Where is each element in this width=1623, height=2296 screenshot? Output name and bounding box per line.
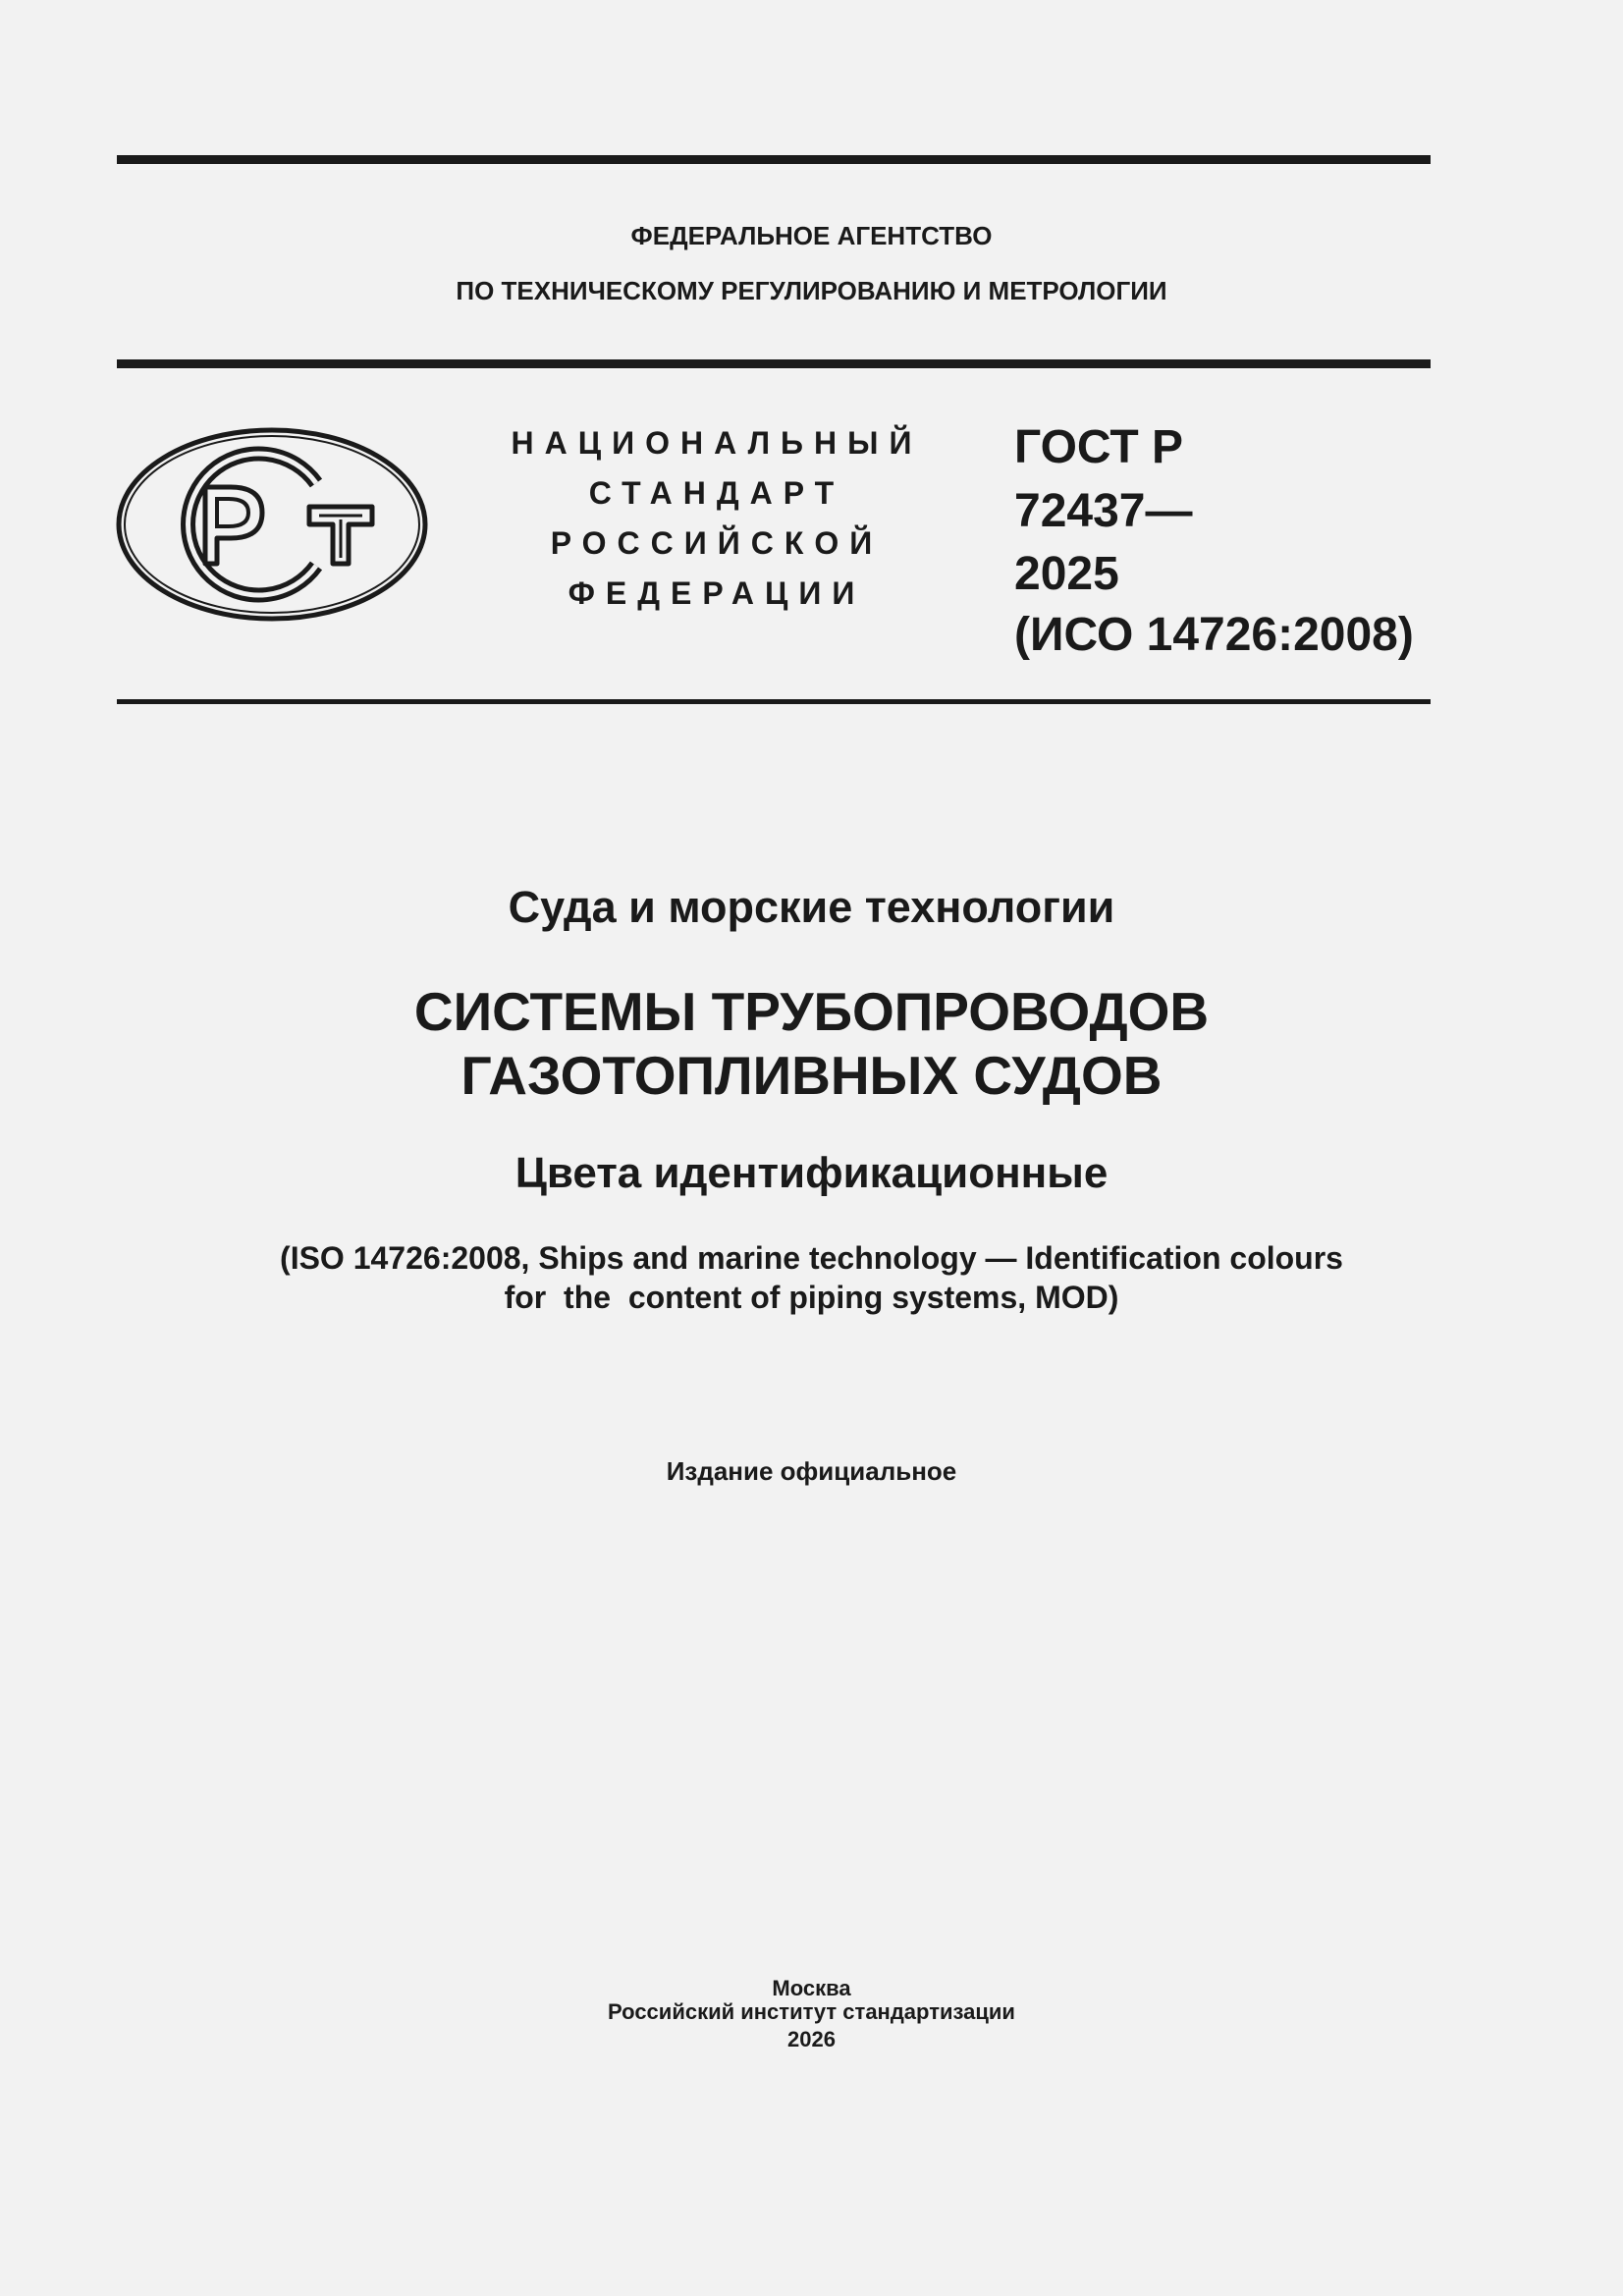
national-standard-line-4: ФЕДЕРАЦИИ xyxy=(568,575,866,611)
designation-line-2: 72437— xyxy=(1014,485,1193,537)
main-title-line-2: ГАЗОТОПЛИВНЫХ СУДОВ xyxy=(460,1045,1163,1106)
main-title-line-1: СИСТЕМЫ ТРУБОПРОВОДОВ xyxy=(413,981,1210,1042)
national-standard-line-2: СТАНДАРТ xyxy=(588,475,845,511)
publisher-year: 2026 xyxy=(787,2027,836,2051)
national-standard-line-3: РОССИЙСКОЙ xyxy=(550,525,884,561)
edition-label: Издание официальное xyxy=(666,1456,957,1486)
designation-line-3: 2025 xyxy=(1014,548,1119,600)
agency-line-2: ПО ТЕХНИЧЕСКОМУ РЕГУЛИРОВАНИЮ И МЕТРОЛОГИИ xyxy=(456,276,1167,305)
designation-rule xyxy=(117,699,1431,704)
national-standard-line-1: НАЦИОНАЛЬНЫЙ xyxy=(511,425,923,461)
designation-line-1: ГОСТ Р xyxy=(1014,421,1184,473)
agency-line-1: ФЕДЕРАЛЬНОЕ АГЕНТСТВО xyxy=(630,221,993,250)
designation-line-4: (ИСО 14726:2008) xyxy=(1014,609,1414,661)
subtitle: Цвета идентификационные xyxy=(514,1149,1109,1197)
publisher-city: Москва xyxy=(772,1976,851,2000)
series-title: Суда и морские технологии xyxy=(508,882,1115,932)
rst-certification-logo-icon xyxy=(115,426,429,623)
iso-reference-line-2: for the content of piping systems, MOD) xyxy=(504,1280,1119,1315)
iso-reference-line-1: (ISO 14726:2008, Ships and marine technology — Identification colours xyxy=(280,1240,1343,1276)
header-rule xyxy=(117,359,1431,368)
top-rule xyxy=(117,155,1431,164)
publisher-institute: Российский институт стандартизации xyxy=(608,1999,1015,2024)
